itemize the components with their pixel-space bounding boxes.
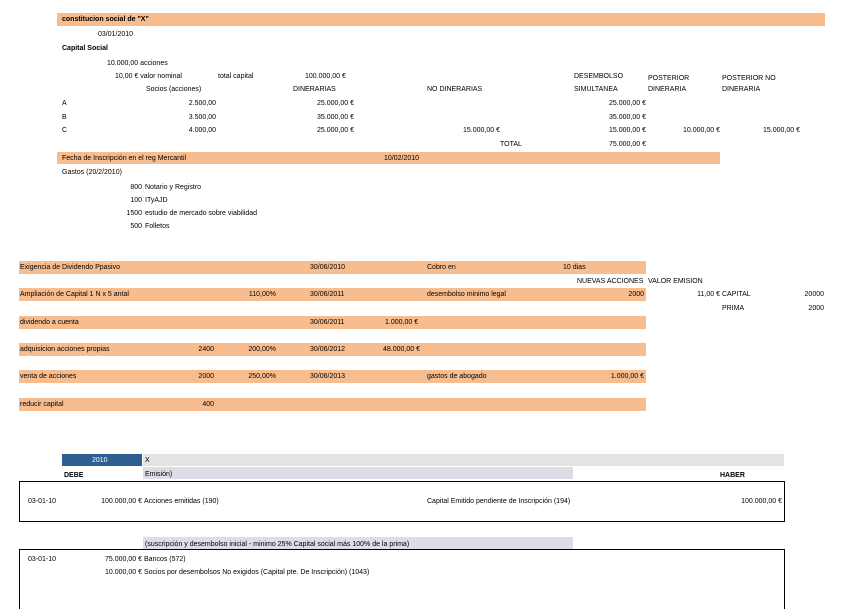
partner-name: C	[62, 127, 68, 134]
adquisicion-amount: 48.000,00 €	[383, 346, 420, 353]
gastos-amount: 500	[130, 223, 142, 230]
partner-name: B	[62, 114, 67, 121]
entry-debit: 100.000,00 €	[101, 498, 142, 505]
partner-dinerarias: 25.000,00 €	[317, 127, 354, 134]
registro-label: Fecha de Inscripción en el reg Mercantil	[62, 155, 187, 162]
partner-simultanea: 25.000,00 €	[609, 100, 646, 107]
col-desembolso: DESEMBOLSO	[574, 73, 624, 80]
entry-debit-account: Bancos (572)	[144, 556, 186, 563]
nuevas-acciones-label: NUEVAS ACCIONES	[577, 278, 644, 285]
gastos-desc: Folletos	[145, 223, 170, 230]
venta-date: 30/06/2013	[310, 373, 346, 380]
gastos-amount: 100	[130, 197, 142, 204]
title-band	[57, 13, 825, 26]
desembolso-label: desembolso minimo legal	[427, 291, 506, 298]
prima-value: 2000	[808, 305, 824, 312]
dividendo-cuenta-amount: 1.000,00 €	[385, 319, 419, 326]
venta-qty: 2000	[198, 373, 214, 380]
capital-label: CAPITAL	[722, 291, 751, 298]
total-value: 75.000,00 €	[609, 141, 646, 148]
journal-section1: Emisión)	[145, 471, 173, 478]
sheet-title: constitucion social de "X"	[62, 16, 149, 23]
col-socios: Socios (acciones)	[146, 86, 202, 93]
col-no-dinerarias: NO DINERARIAS	[427, 86, 483, 93]
partner-shares: 3.500,00	[188, 114, 216, 121]
adquisicion-pct: 200,00%	[248, 346, 276, 353]
dividendo-cuenta-label: dividendo a cuenta	[20, 319, 79, 326]
partner-simultanea: 15.000,00 €	[609, 127, 646, 134]
prima-label: PRIMA	[722, 305, 745, 312]
gastos-title: Gastos (20/2/2010)	[62, 169, 122, 176]
journal-year: 2010	[92, 457, 108, 464]
col-posterior-nodin-2: DINERARIA	[722, 86, 761, 93]
partner-dinerarias: 25.000,00 €	[317, 100, 354, 107]
gastos-abogado-value: 1.000,00 €	[610, 373, 644, 380]
gastos-desc: Notario y Registro	[145, 184, 202, 191]
total-capital-label: total capital	[218, 73, 254, 80]
journal-header-grey	[143, 454, 784, 466]
ampliacion-date: 30/06/2011	[310, 291, 345, 298]
dividendo-pasivo-date: 30/06/2010	[310, 264, 346, 271]
nuevas-acciones-value: 2000	[628, 291, 644, 298]
entry-debit: 75.000,00 €	[105, 556, 142, 563]
col-simultanea: SIMULTANEA	[574, 86, 618, 93]
dividendo-pasivo-label: Exigencia de Dividendo Ppasivo	[20, 264, 121, 271]
entry-credit: 100.000,00 €	[741, 498, 782, 505]
partner-simultanea: 35.000,00 €	[609, 114, 646, 121]
adquisicion-date: 30/06/2012	[310, 346, 346, 353]
reducir-band	[19, 398, 646, 411]
partner-post-nodin: 15.000,00 €	[763, 127, 800, 134]
journal-company: X	[145, 457, 150, 464]
entry-debit-account: Acciones emitidas (190)	[144, 498, 219, 505]
venta-pct: 250,00%	[248, 373, 276, 380]
col-dinerarias: DINERARIAS	[293, 86, 336, 93]
entry-debit-2-account: Socios por desembolsos No exigidos (Capital pte. De Inscripción) (1043)	[144, 569, 370, 576]
journal-section1-band	[143, 467, 573, 479]
journal-section2: (suscripción y desembolso inicial - minimo 25% Capital social más 100% de la prima)	[145, 541, 410, 548]
gastos-abogado-label: gastos de abogado	[427, 373, 487, 380]
registro-date: 10/02/2010	[384, 155, 420, 162]
nominal-value: 10,00 € valor nominal	[115, 73, 182, 80]
partner-no-dinerarias: 15.000,00 €	[463, 127, 500, 134]
gastos-amount: 1500	[126, 210, 142, 217]
journal-debe-header: DEBE	[64, 472, 84, 479]
capital-value: 20000	[804, 291, 824, 298]
valor-emision-value: 11,00 €	[697, 291, 720, 298]
shares-count: 10.000,00 acciones	[107, 60, 168, 67]
valor-emision-label: VALOR EMISION	[648, 278, 703, 285]
col-posterior-din-2: DINERARIA	[648, 86, 687, 93]
gastos-amount: 800	[130, 184, 142, 191]
partner-shares: 4.000,00	[188, 127, 216, 134]
gastos-desc: estudio de mercado sobre viabilidad	[145, 210, 258, 217]
partner-dinerarias: 35.000,00 €	[317, 114, 354, 121]
partner-post-din: 10.000,00 €	[683, 127, 720, 134]
reducir-qty: 400	[202, 401, 214, 408]
venta-label: venta de acciones	[20, 373, 77, 380]
ampliacion-pct: 110,00%	[248, 291, 276, 298]
entry-date: 03-01-10	[28, 498, 57, 505]
ampliacion-label: Ampliación de Capital 1 N x 5 antal	[20, 291, 129, 298]
partner-shares: 2.500,00	[188, 100, 216, 107]
entry-debit-2: 10.000,00 €	[105, 569, 142, 576]
dividendo-cuenta-date: 30/06/2011	[310, 319, 345, 326]
journal-haber-header: HABER	[720, 472, 745, 479]
gastos-desc: ITyAJD	[145, 197, 168, 204]
total-label: TOTAL	[500, 141, 522, 148]
adquisicion-qty: 2400	[198, 346, 214, 353]
col-posterior-din: POSTERIOR	[648, 75, 690, 82]
entry-credit-account: Capital Emitido pendiente de Inscripción (194)	[427, 498, 571, 505]
adquisicion-label: adquisicion acciones propias	[20, 346, 110, 353]
col-posterior-nodin: POSTERIOR NO	[722, 75, 776, 82]
entry-date: 03-01-10	[28, 556, 57, 563]
total-capital-value: 100.000,00 €	[305, 73, 346, 80]
partner-name: A	[62, 100, 67, 107]
cobro-value: 10 dias	[563, 264, 586, 271]
reducir-label: reducir capital	[20, 401, 64, 408]
cobro-label: Cobro en	[427, 264, 456, 271]
constitution-date: 03/01/2010	[98, 31, 134, 38]
capital-social-label: Capital Social	[62, 45, 108, 52]
